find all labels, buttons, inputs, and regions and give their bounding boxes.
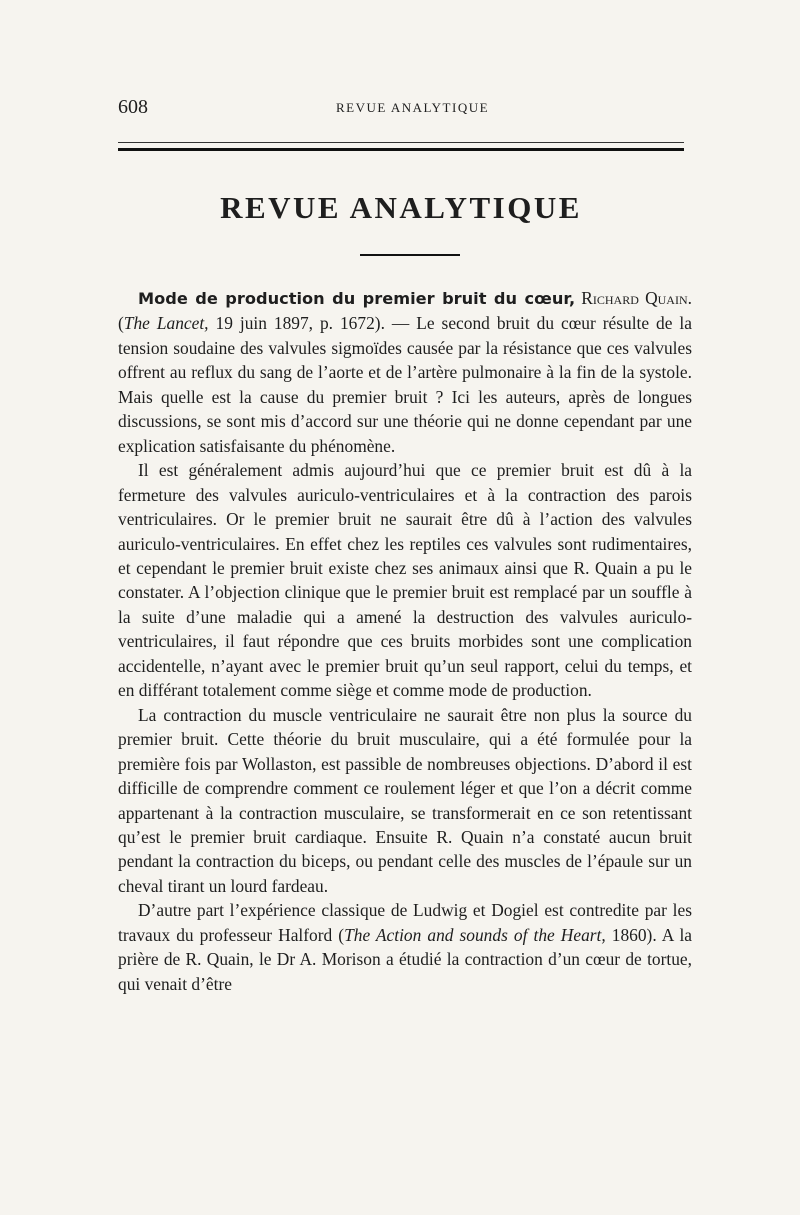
header-rule-thick [118, 148, 684, 151]
paragraph-3: La contraction du muscle ventriculaire ne saurait être non plus la source du premier bruit. Cette théorie du bruit musculaire, qui a été formulée pour la première fois par Wollaston, est passible de nombreuses objections. D’abord il est difficille de comprendre comment ce roulement léger et que l’on a décrit comme appartenant à la contraction musculaire, se transformerait en ce son retentissant qu’est le premier bruit cardiaque. Ensuite R. Quain n’a constaté aucun bruit pendant la contraction du biceps, ou pendant celle des muscles de l’épaule sur un cheval tirant un lourd fardeau. [118, 704, 692, 896]
article-author: Richard Quain. [581, 288, 692, 308]
section-title: REVUE ANALYTIQUE [220, 190, 582, 225]
running-header [118, 94, 684, 118]
journal-name: The Lancet, [123, 313, 209, 334]
paragraph-2: Il est généralement admis aujourd’hui que ce premier bruit est dû à la fermeture des valvules auriculo-ventriculaires et à la contraction des parois ventriculaires. Or le premier bruit ne saurait être dû à l’action des valvules auriculo-ventriculaires. En effet chez les reptiles ces valvules sont rudimentaires, et cependant le premier bruit existe chez ses animaux ainsi que R. Quain a pu le constater. A l’objection clinique que le premier bruit est remplacé par un souffle à la suite d’une maladie qui a amené la destruction des valvules auriculo-ventriculaires, il faut répondre que ces bruits morbides sont une complication accidentelle, n’ayant avec le premier bruit qu’un seul rapport, celui du temps, et en différant totalement comme siège et comme mode de production. [118, 460, 692, 701]
paragraph-4-text-a: D’autre part l’expérience classique de Ludwig et Dogiel est contredite par les travaux du professeur Halford ( [118, 900, 692, 945]
title-underline [360, 254, 460, 256]
citation-open: ( [118, 313, 124, 334]
paragraph-4 [118, 898, 692, 996]
paragraph-4-text-b: 1860). A la prière de R. Quain, le Dr A. Morison a étudié la contraction d’un cœur de tortue, qui venait d’être [118, 924, 693, 994]
page-number: 608 [118, 96, 148, 118]
article-body [118, 286, 692, 996]
paragraph-1-text: — Le second bruit du cœur résulte de la tension soudaine des valvules sigmoïdes causée par la résistance que ces valvules offrent au reflux du sang de l’aorte et de l’artère pulmonaire à la fin de la systole. Mais quelle est la cause du premier bruit ? Ici les auteurs, après de longues discussions, se sont mis d’accord sur une théorie qui ne donne cependant par une explication satisfaisante du phénomène. [118, 313, 692, 456]
article-title: Mode de production du premier bruit du cœur, [138, 289, 576, 308]
header-rule-thin [118, 142, 684, 143]
running-title: REVUE ANALYTIQUE [336, 100, 490, 115]
paragraph-1 [118, 286, 692, 458]
citation-date: 19 juin 1897, p. 1672). [208, 313, 385, 334]
reference-title: The Action and sounds of the Heart, [344, 924, 606, 945]
